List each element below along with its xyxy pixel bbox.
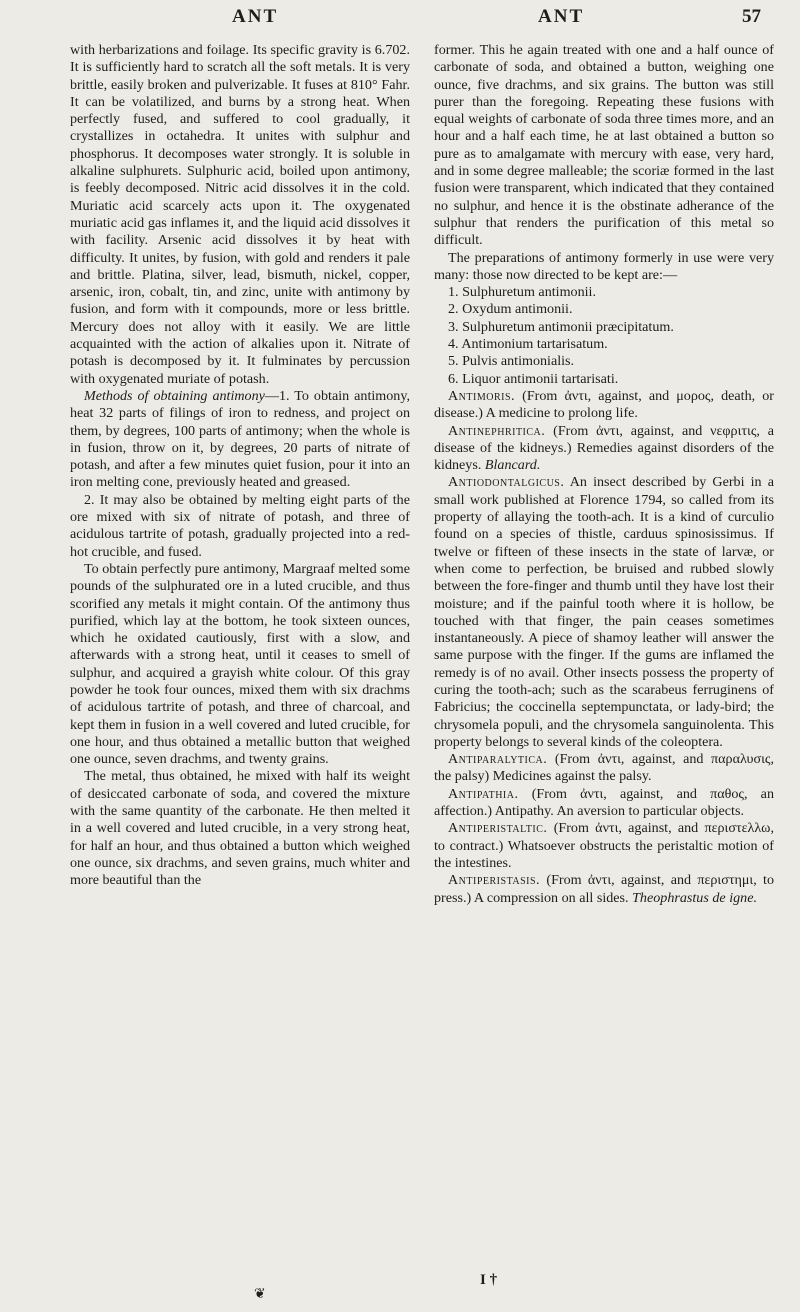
entry-headword: Antiodontalgicus. [448, 474, 565, 491]
left-column [70, 42, 410, 890]
entry-body: An insect described by Gerbi in a small work published at Florence 1794, so called from its property of allaying the tooth-ach. It is a kind of curculio found on a species of thistle, carduus spinosissimus. If twelve or fifteen of these insects in the state of larvæ, or when come to perfection, be bruised and rubbed slowly between the fore-finger and thumb until they have lost their moisture; and if the painful tooth where it is hollow, be touched with that finger, the pain ceases sometimes instantaneously. A piece of shamoy leather will answer the same purpose with the finger. If the gums are inflamed the remedy is of no avail. Other insects possess the property of curing the tooth-ach; such as the scarabeus ferruginens of Fabricius; the coccinella septempunctata, or lady-bird; the chrysomela populi, and the chrysomela sanguinolenta. This property belongs to several kinds of the coleoptera. [434, 474, 774, 750]
list-item: 4. Antimonium tartarisatum. [448, 336, 608, 353]
paragraph: The metal, thus obtained, he mixed with half its weight of desiccated carbonate of soda, and covered the mixture with the same quantity of the carbonate. He then melted it in a well covered and luted crucible, in a very strong heat, for half an hour, and thus obtained a button which weighed one ounce, six drachms, and seven grains, much whiter and more beautiful than the [70, 768, 410, 889]
dictionary-entry [434, 786, 774, 821]
paragraph: former. This he again treated with one and a half ounce of carbonate of soda, and obtained a button, weighing one ounce, five drachms, and six grains. The button was still purer than the foregoing. Repeating these fusions with equal weights of carbonate of soda three times more, and an hour and a half each time, he at last obtained a button so pure as to amalgamate with mercury with ease, very hard, and in some degree malleable; the scoriæ formed in the last fusion were transparent, which indicated that they contained no sulphur, and hence it is the obstinate adherance of the sulphur that renders the purification of this metal so difficult. [434, 42, 774, 249]
entry-headword: Antimoris. [448, 387, 516, 404]
entry-body: (From ἀντι, against, and παραλυσις, the palsy) Medicines against the palsy. [434, 751, 775, 785]
dictionary-entry [434, 423, 774, 475]
ornament-icon: ❦ [254, 1287, 266, 1302]
paragraph [70, 388, 410, 492]
entry-body: (From ἀντι, against, and νεφριτις, a disease of the kidneys.) Remedies against disorders of the kidneys. [434, 422, 774, 474]
running-head-right: ANT [538, 6, 585, 27]
dictionary-entry [434, 820, 774, 872]
page-header [0, 6, 800, 38]
entry-headword: Antipathia. [448, 785, 519, 802]
dictionary-entry [434, 872, 774, 907]
entry-body: (From ἀντι, against, and περιστημι, to press.) A compression on all sides. [434, 872, 774, 906]
entry-citation: Theophrastus de igne. [632, 889, 757, 906]
text-columns [70, 42, 776, 1282]
entry-headword: Antiparalytica. [448, 751, 548, 768]
entry-body: (From ἀντι, against, and περιστελλω, to contract.) Whatsoever obstructs the peristaltic motion of the intestines. [434, 820, 774, 871]
paragraph: The preparations of antimony formerly in use were very many: those now directed to be kept are:— [434, 249, 774, 283]
paragraph: To obtain perfectly pure antimony, Margraaf melted some pounds of the sulphurated ore in a luted crucible, and thus scorified any metals it might contain. Of the antimony thus purified, which lay at the bottom, he took sixteen ounces, which he oxidated cautiously, first with a slow, and afterwards with a strong heat, until it ceases to smell of sulphur, and acquired a grayish white colour. Of this gray powder he took four ounces, mixed them with six drachms of acidulous tartrite of potash, and three of charcoal, and kept them in fusion in a well covered and luted crucible, for one hour, and thus obtained a metallic button that weighed one ounce, seven drachms, and twenty grains. [70, 560, 410, 768]
entry-body: (From ἀντι, against, and μορος, death, or disease.) A medicine to prolong life. [434, 387, 774, 422]
paragraph: 2. It may also be obtained by melting eight parts of the ore mixed with six of nitrate of potash, and three of acidulous tartrite of potash, gradually projected into a red-hot crucible, and fused. [70, 491, 410, 560]
list-item: 3. Sulphuretum antimonii præcipitatum. [448, 318, 674, 335]
section-title: Methods of obtaining antimony [84, 387, 265, 404]
dictionary-entry [434, 751, 774, 786]
printer-signature-mark: I † [480, 1272, 498, 1288]
paragraph: with herbarizations and foilage. Its specific gravity is 6.702. It is sufficiently hard to scratch all the soft metals. It is very brittle, easily broken and pulverizable. It fuses at 810° Fahr. It can be volatilized, and burns by a strong heat. When perfectly fused, and suffered to cool gradually, it crystallizes in octahedra. It unites with sulphur and phosphorus. It decomposes water strongly. It is soluble in alkaline sulphurets. Sulphuric acid, boiled upon antimony, is feebly decomposed. Nitric acid dissolves it in the cold. Muriatic acid scarcely acts upon it. The oxygenated muriatic acid gas inflames it, and the liquid acid dissolves it with facility. Arsenic acid dissolves it by heat with difficulty. It unites, by fusion, with gold and renders it pale and brittle. Platina, silver, lead, bismuth, nickel, copper, arsenic, iron, cobalt, tin, and zinc, unite with antimony by fusion, and form with it compounds, more or less brittle. Mercury does not alloy with it easily. We are little acquainted with the action of alkalies upon it. Nitrate of potash is decomposed by it. It fulminates by percussion with oxygenated muriate of potash. [70, 42, 410, 387]
paragraph-text: —1. To obtain antimony, heat 32 parts of filings of iron to redness, and project on them, by degrees, 100 parts of antimony; when the whole is in fusion, throw on it, by degrees, 20 parts of nitrate of potash, and after a few minutes quiet fusion, pour it into an iron melting cone, previously heated and greased. [70, 387, 410, 491]
entry-headword: Antinephritica. [448, 422, 546, 439]
right-column [434, 42, 774, 907]
list-item: 6. Liquor antimonii tartarisati. [448, 370, 619, 387]
list-item: 5. Pulvis antimonialis. [448, 353, 575, 370]
entry-headword: Antiperistaltic. [448, 820, 548, 837]
list-item: 1. Sulphuretum antimonii. [448, 284, 596, 301]
dictionary-entry [434, 388, 774, 423]
entry-headword: Antiperistasis. [448, 872, 541, 889]
preparations-list [434, 284, 774, 388]
dictionary-entry [434, 474, 774, 751]
entry-citation: Blancard. [484, 457, 541, 474]
running-head-left: ANT [232, 6, 279, 27]
entry-body: (From ἀντι, against, and παθος, an affection.) Antipathy. An aversion to particular objects. [434, 785, 774, 820]
page-number: 57 [742, 6, 761, 27]
list-item: 2. Oxydum antimonii. [448, 301, 573, 318]
